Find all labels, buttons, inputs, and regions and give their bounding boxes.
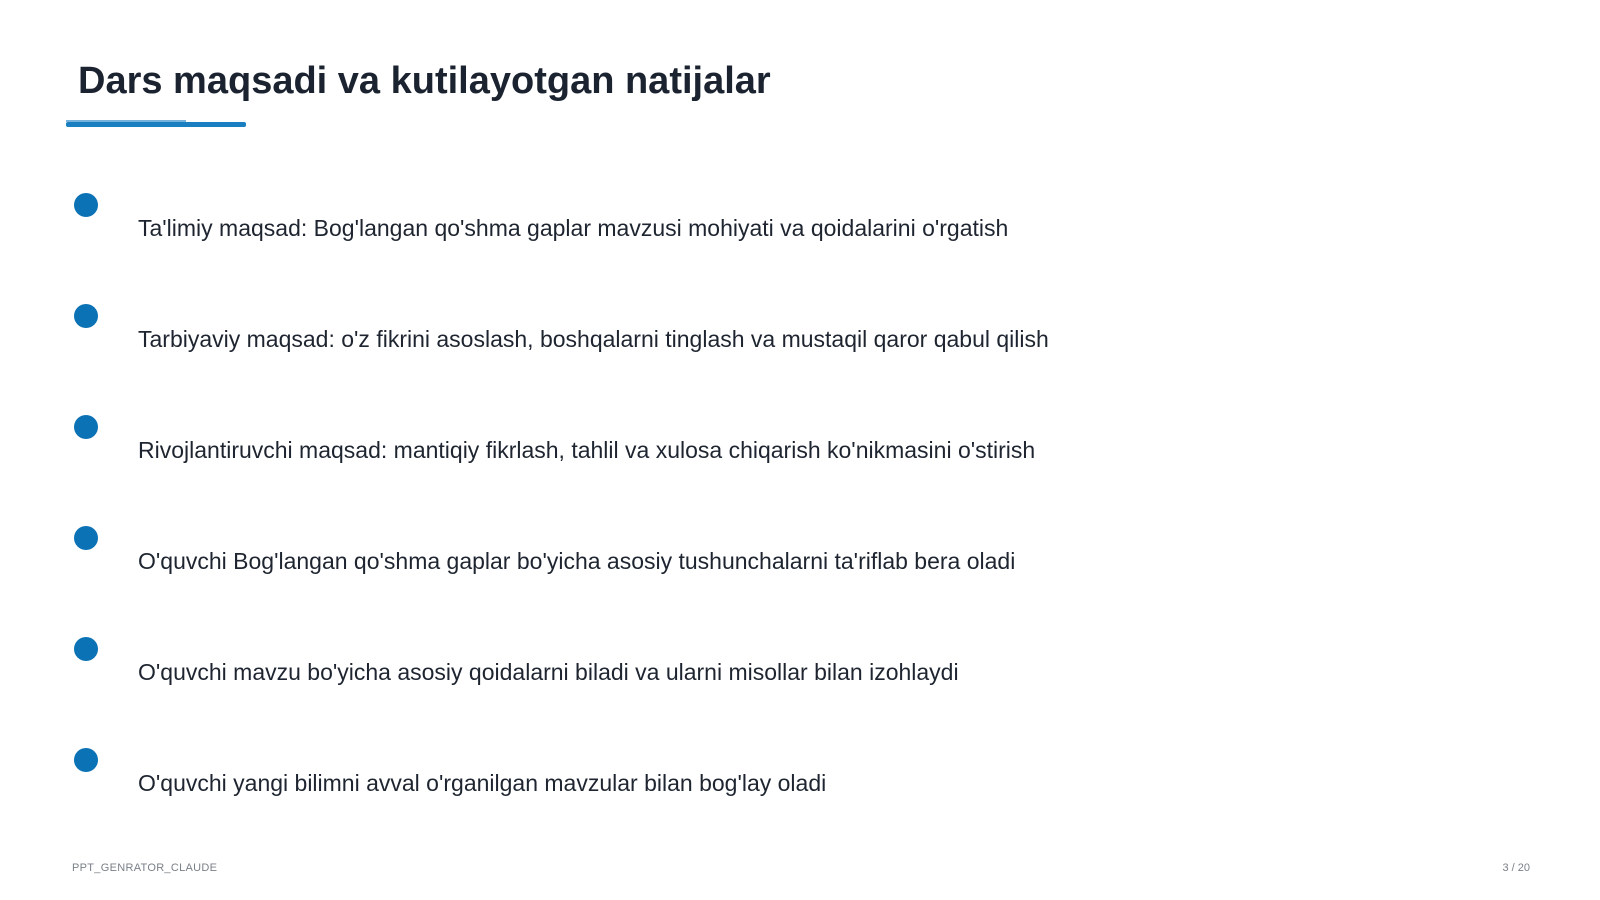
bullet-text: O'quvchi Bog'langan qo'shma gaplar bo'yicha asosiy tushunchalarni ta'riflab bera oladi bbox=[138, 548, 1016, 574]
list-item bbox=[0, 193, 1200, 253]
bullet-dot-icon bbox=[74, 637, 98, 661]
bullet-dot-icon bbox=[74, 748, 98, 772]
page-indicator: 3 / 20 bbox=[1502, 862, 1530, 874]
list-item bbox=[0, 748, 1200, 808]
bullet-dot-icon bbox=[74, 193, 98, 217]
footer-source: PPT_GENRATOR_CLAUDE bbox=[72, 862, 218, 874]
list-item bbox=[0, 637, 1200, 697]
bullet-text: Ta'limiy maqsad: Bog'langan qo'shma gaplar mavzusi mohiyati va qoidalarini o'rgatish bbox=[138, 215, 1009, 241]
bullet-text: O'quvchi mavzu bo'yicha asosiy qoidalarni biladi va ularni misollar bilan izohlaydi bbox=[138, 659, 959, 685]
bullet-text: Tarbiyaviy maqsad: o'z fikrini asoslash, boshqalarni tinglash va mustaqil qaror qabul qilish bbox=[138, 326, 1049, 352]
bullet-dot-icon bbox=[74, 526, 98, 550]
bullet-dot-icon bbox=[74, 304, 98, 328]
list-item bbox=[0, 526, 1200, 586]
bullet-text: Rivojlantiruvchi maqsad: mantiqiy fikrlash, tahlil va xulosa chiqarish ko'nikmasini o'stirish bbox=[138, 437, 1036, 463]
bullet-text: O'quvchi yangi bilimni avval o'rganilgan mavzular bilan bog'lay oladi bbox=[138, 770, 827, 796]
slide-title: Dars maqsadi va kutilayotgan natijalar bbox=[78, 60, 771, 102]
list-item bbox=[0, 304, 1200, 364]
list-item bbox=[0, 415, 1200, 475]
bullet-dot-icon bbox=[74, 415, 98, 439]
